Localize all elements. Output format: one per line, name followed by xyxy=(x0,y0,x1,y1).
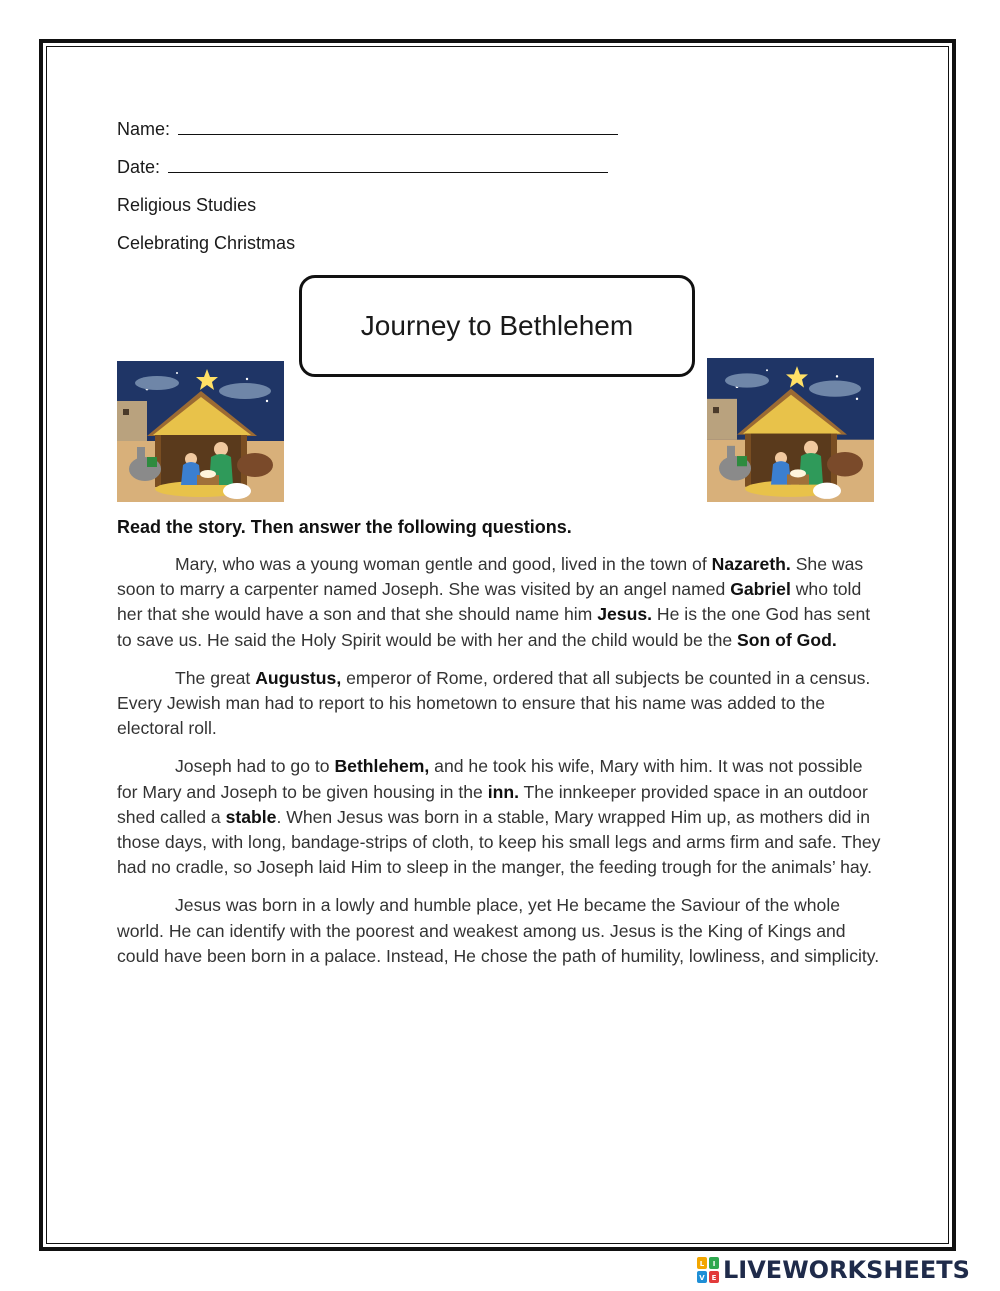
date-field[interactable] xyxy=(168,158,608,173)
svg-text:L: L xyxy=(699,1260,705,1268)
date-line xyxy=(117,157,608,178)
story-paragraph-4: Jesus was born in a lowly and humble place, yet He became the Saviour of the whole world. He can identify with the poorest and weakest among us. Jesus is the King of Kings and could have been born in a palace. Instead, He chose the path of humility, lowliness, and simplicity. xyxy=(117,895,880,966)
liveworksheets-logo-icon xyxy=(697,1257,719,1283)
date-label: Date: xyxy=(117,157,161,177)
svg-text:I: I xyxy=(712,1260,716,1268)
story-paragraph-3: Joseph had to go to Bethlehem, and he took his wife, Mary with him. It was not possible for Mary and Joseph to be given housing in the inn. The innkeeper provided space in an outdoor shed called a stable. When Jesus was born in a stable, Mary wrapped Him up, as mothers did in those days, with long, bandage-strips of cloth, to keep his small legs and arms firm and safe. They had no cradle, so Joseph laid Him to sleep in the manger, the feeding trough for the animals’ hay. xyxy=(117,756,881,878)
story-text xyxy=(117,552,882,982)
liveworksheets-logo[interactable] xyxy=(697,1256,970,1284)
liveworksheets-wordmark: LIVEWORKSHEETS xyxy=(723,1256,970,1284)
subject-text: Religious Studies xyxy=(117,195,257,215)
story-paragraph-2: The great Augustus, emperor of Rome, ordered that all subjects be counted in a census. Every Jewish man had to report to his hometown to ensure that his name was added to the electoral roll. xyxy=(117,667,871,739)
page-title: Journey to Bethlehem xyxy=(360,310,634,341)
story-paragraph-1: Mary, who was a young woman gentle and good, lived in the town of Nazareth. She was soon to marry a carpenter named Joseph. She was visited by an angel named Gabriel who told her that she would have a son and that she should name him Jesus. He is the one God has sent to save us. He said the Holy Spirit would be with her and the child would be the Son of God. xyxy=(117,554,871,650)
name-line xyxy=(117,119,618,140)
nativity-image-left xyxy=(117,361,284,502)
name-field[interactable] xyxy=(178,120,618,135)
name-label: Name: xyxy=(117,119,171,139)
title-box xyxy=(299,275,695,377)
topic-text: Celebrating Christmas xyxy=(117,233,296,253)
svg-text:E: E xyxy=(711,1274,717,1282)
instructions: Read the story. Then answer the following questions. xyxy=(117,517,572,537)
svg-text:V: V xyxy=(699,1274,705,1282)
nativity-image-right xyxy=(707,358,874,502)
